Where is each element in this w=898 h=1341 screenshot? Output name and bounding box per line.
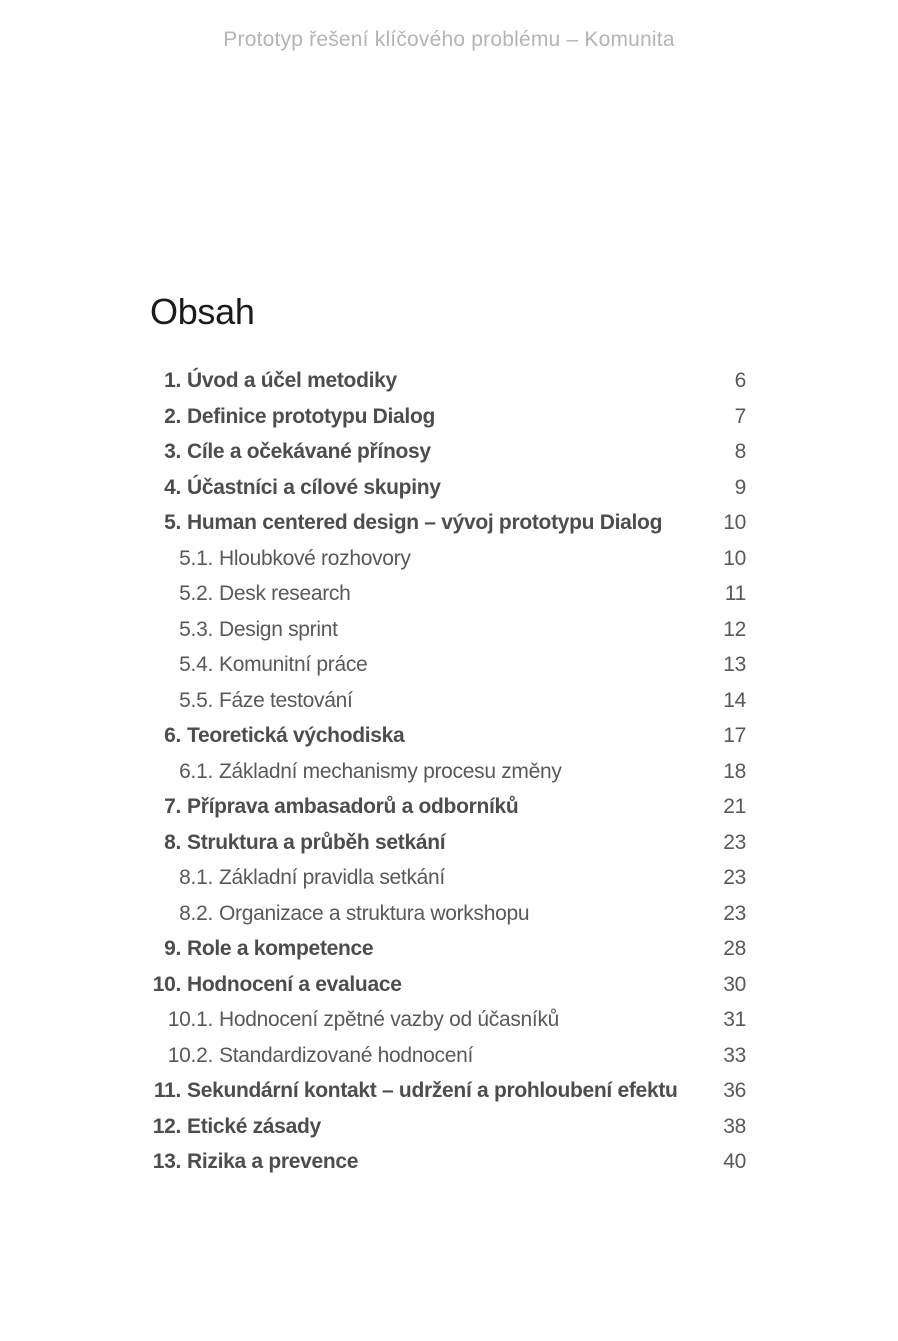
running-header: Prototyp řešení klíčového problému – Komunita xyxy=(223,28,675,51)
toc-entry-number: 8.2. xyxy=(179,901,213,925)
toc-entry-page: 23 xyxy=(723,901,746,925)
toc-entry-number: 8. xyxy=(164,830,181,854)
toc-entry xyxy=(150,831,746,867)
toc-entry xyxy=(150,547,746,583)
toc-entry-number: 10. xyxy=(152,972,181,996)
toc-entry-title: Komunitní práce xyxy=(219,653,368,676)
toc-entry-page: 23 xyxy=(723,866,746,889)
toc-entry-number: 7. xyxy=(164,795,181,818)
toc-entry xyxy=(150,1044,746,1080)
toc-list xyxy=(150,369,746,1186)
toc-entry-title: Desk research xyxy=(219,582,351,605)
toc-entry xyxy=(150,866,746,902)
toc-entry-title: Příprava ambasadorů a odborníků xyxy=(187,795,519,818)
toc-entry xyxy=(150,582,746,618)
toc-entry-page: 8 xyxy=(734,440,746,463)
toc-entry-page: 6 xyxy=(734,369,746,392)
toc-entry-page: 18 xyxy=(723,759,746,783)
toc-entry xyxy=(150,937,746,973)
toc-entry-number: 5.1. xyxy=(179,546,213,570)
toc-entry-page: 31 xyxy=(723,1008,746,1031)
toc-entry-title: Organizace a struktura workshopu xyxy=(219,901,530,925)
toc-entry xyxy=(150,1150,746,1186)
toc-entry-number: 12. xyxy=(152,1114,181,1138)
toc-entry xyxy=(150,511,746,547)
toc-entry-number: 10.1. xyxy=(167,1008,213,1031)
toc-entry-title: Fáze testování xyxy=(219,688,353,712)
toc-entry-number: 3. xyxy=(164,440,181,463)
toc-entry-number: 5.4. xyxy=(179,653,213,676)
toc-entry xyxy=(150,1079,746,1115)
toc-entry-number: 5.5. xyxy=(179,688,213,712)
toc-entry-page: 33 xyxy=(723,1043,746,1067)
toc-entry-page: 23 xyxy=(723,830,746,854)
toc-entry-number: 2. xyxy=(164,404,181,428)
toc-entry xyxy=(150,1115,746,1151)
toc-entry-page: 30 xyxy=(723,972,746,996)
toc-entry-title: Rizika a prevence xyxy=(187,1150,359,1173)
toc-entry xyxy=(150,440,746,476)
toc-entry-page: 11 xyxy=(724,582,746,605)
toc-entry-page: 13 xyxy=(723,653,746,676)
toc-entry-title: Role a kompetence xyxy=(187,937,374,960)
toc-entry-title: Účastníci a cílové skupiny xyxy=(187,475,441,499)
toc-entry xyxy=(150,1008,746,1044)
toc-entry-page: 7 xyxy=(734,404,746,428)
toc-entry-page: 28 xyxy=(723,937,746,960)
toc-entry-page: 9 xyxy=(734,475,746,499)
toc-entry-title: Human centered design – vývoj prototypu Dialog xyxy=(187,511,663,534)
toc-entry-number: 1. xyxy=(164,369,181,392)
toc-entry-title: Úvod a účel metodiky xyxy=(187,369,397,392)
toc-entry-title: Cíle a očekávané přínosy xyxy=(187,440,431,463)
toc-entry xyxy=(150,618,746,654)
toc-entry-number: 4. xyxy=(164,475,181,499)
toc-entry-number: 5.2. xyxy=(179,582,213,605)
toc-entry xyxy=(150,724,746,760)
toc-entry-page: 14 xyxy=(723,688,746,712)
toc-heading: Obsah xyxy=(150,291,255,332)
toc-entry-title: Etické zásady xyxy=(187,1114,321,1138)
toc-entry-title: Základní mechanismy procesu změny xyxy=(219,759,562,783)
toc-entry-page: 21 xyxy=(723,795,746,818)
toc-entry-page: 38 xyxy=(723,1114,746,1138)
toc-entry xyxy=(150,973,746,1009)
toc-entry xyxy=(150,476,746,512)
toc-entry-title: Hloubkové rozhovory xyxy=(219,546,411,570)
toc-entry-number: 10.2. xyxy=(167,1043,213,1067)
toc-entry-number: 6.1. xyxy=(179,759,213,783)
toc-entry-number: 9. xyxy=(164,937,181,960)
toc-entry xyxy=(150,369,746,405)
toc-entry-title: Základní pravidla setkání xyxy=(219,866,445,889)
toc-entry-page: 40 xyxy=(723,1150,746,1173)
toc-entry-number: 8.1. xyxy=(179,866,213,889)
toc-entry-number: 5.3. xyxy=(179,617,213,641)
toc-entry-title: Hodnocení a evaluace xyxy=(187,972,402,996)
toc-entry-title: Design sprint xyxy=(219,617,338,641)
toc-entry-page: 36 xyxy=(723,1079,746,1102)
toc-entry xyxy=(150,405,746,441)
toc-entry-number: 6. xyxy=(164,724,181,747)
toc-entry xyxy=(150,795,746,831)
toc-entry-title: Struktura a průběh setkání xyxy=(187,830,446,854)
toc-entry-page: 12 xyxy=(723,617,746,641)
toc-entry-title: Teoretická východiska xyxy=(187,724,405,747)
toc-entry-title: Sekundární kontakt – udržení a prohloubení efektu xyxy=(187,1079,678,1102)
toc-entry-page: 10 xyxy=(723,511,746,534)
toc-entry-page: 10 xyxy=(723,546,746,570)
toc-entry xyxy=(150,760,746,796)
toc-entry-number: 13. xyxy=(152,1150,181,1173)
toc-entry-page: 17 xyxy=(723,724,746,747)
toc-entry-number: 11. xyxy=(153,1079,181,1102)
toc-entry xyxy=(150,689,746,725)
toc-entry-number: 5. xyxy=(164,511,181,534)
toc-entry-title: Hodnocení zpětné vazby od účasníků xyxy=(219,1008,560,1031)
toc-entry xyxy=(150,653,746,689)
toc-entry xyxy=(150,902,746,938)
toc-entry-title: Standardizované hodnocení xyxy=(219,1043,474,1067)
toc-entry-title: Definice prototypu Dialog xyxy=(187,404,436,428)
